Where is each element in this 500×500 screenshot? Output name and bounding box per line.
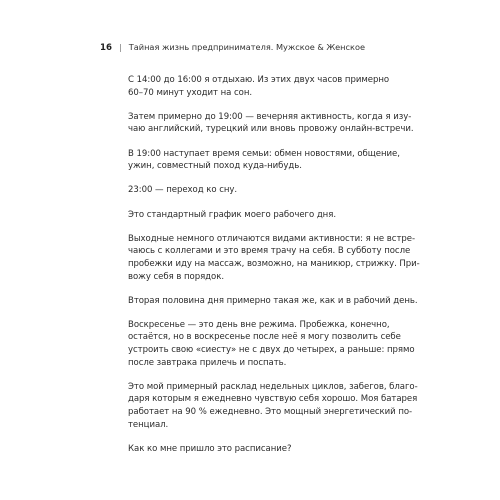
paragraph bbox=[128, 74, 390, 99]
text-line: чаю английский, турецкий или вновь провожу онлайн-встречи. bbox=[128, 124, 414, 135]
text-line: В 19:00 наступает время семьи: обмен новостями, общение, bbox=[128, 148, 400, 159]
text-line: даря которым я ежедневно чувствую себя хорошо. Моя батарея bbox=[128, 394, 418, 405]
paragraph bbox=[128, 295, 418, 308]
text-line: чаюсь с коллегами и это время трачу на себя. В субботу после bbox=[128, 246, 411, 257]
text-line: тенциал. bbox=[128, 419, 169, 430]
paragraph bbox=[128, 381, 418, 431]
text-line: Выходные немного отличаются видами активности: я не встре- bbox=[128, 233, 415, 244]
text-line: С 14:00 до 16:00 я отдыхаю. Из этих двух часов примерно bbox=[128, 75, 390, 85]
text-line: работает на 90 % ежедневно. Это мощный энергетический по- bbox=[128, 407, 413, 418]
page-number: 16 bbox=[100, 43, 112, 53]
paragraph bbox=[128, 233, 420, 283]
paragraph bbox=[128, 148, 400, 173]
paragraph bbox=[128, 319, 415, 369]
text-line: вожу себя в порядок. bbox=[128, 271, 224, 282]
running-head bbox=[100, 42, 365, 53]
text-line: Как ко мне пришло это расписание? bbox=[128, 443, 292, 454]
text-line: Это мой примерный расклад недельных циклов, забегов, благо- bbox=[128, 381, 418, 392]
text-line: 23:00 — переход ко сну. bbox=[128, 185, 238, 196]
header-separator: | bbox=[118, 42, 122, 52]
paragraph bbox=[128, 111, 414, 136]
text-line: Это стандартный график моего рабочего дня. bbox=[128, 209, 336, 220]
paragraph bbox=[128, 209, 378, 222]
text-line: после завтрака прилечь и поспать. bbox=[128, 357, 287, 368]
paragraph bbox=[128, 443, 378, 456]
text-line: Затем примерно до 19:00 — вечерняя активность, когда я изу- bbox=[128, 111, 412, 122]
text-line: Воскресенье — это день вне режима. Пробежка, конечно, bbox=[128, 319, 390, 330]
text-line: пробежки иду на массаж, возможно, на маникюр, стрижку. При- bbox=[128, 258, 420, 269]
book-title: Тайная жизнь предпринимателя. Мужское & Женское bbox=[128, 42, 366, 52]
text-line: остаётся, но в воскресенье после неё я могу позволить себе bbox=[128, 332, 401, 343]
text-line: 60–70 минут уходит на сон. bbox=[128, 87, 253, 98]
text-line: устроить свою «сиесту» не с двух до четырех, а раньше: прямо bbox=[128, 345, 415, 356]
body-text bbox=[128, 74, 420, 467]
text-line: Вторая половина дня примерно такая же, как и в рабочий день. bbox=[128, 295, 418, 306]
text-line: ужин, совместный поход куда-нибудь. bbox=[128, 161, 302, 172]
paragraph bbox=[128, 184, 378, 197]
